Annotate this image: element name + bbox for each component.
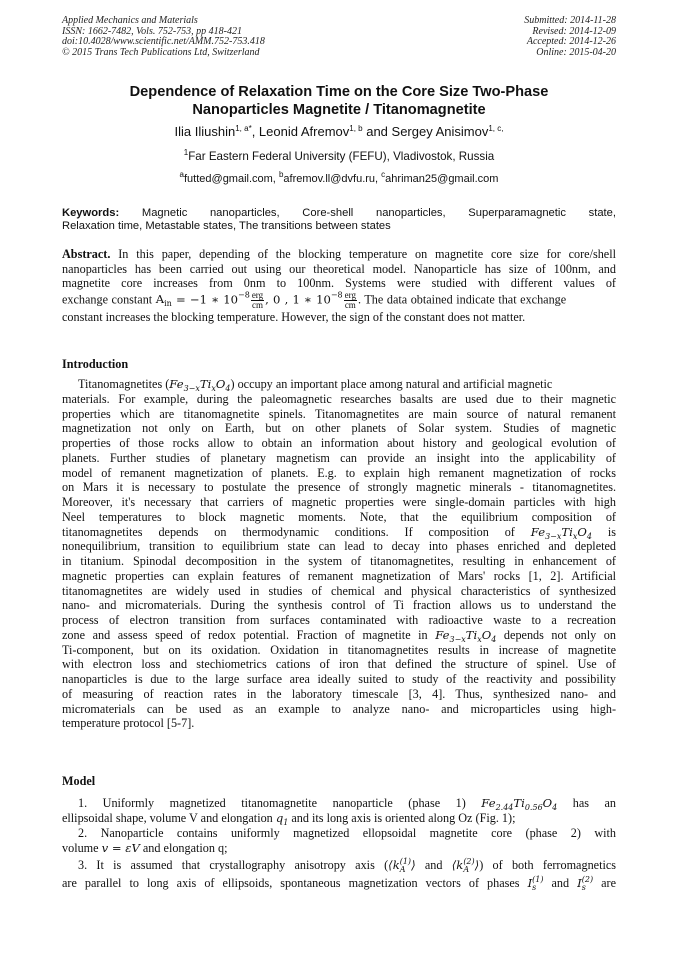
symbol-i-sup: (2) <box>581 875 594 884</box>
email-c[interactable]: ahriman25@gmail.com <box>385 173 499 185</box>
fraction-denominator: cm <box>251 299 263 310</box>
publication-dates <box>524 16 616 58</box>
model-body <box>62 796 616 892</box>
model-text: volume <box>62 841 99 855</box>
symbol-k: k <box>392 858 400 872</box>
intro-line: on Mars it is necessary to postulate the presence of strongly magnetic minerals - titanomagnetites. <box>62 480 616 495</box>
symbol-k-sup: (2) <box>463 857 475 866</box>
intro-text: zone and assess speed of redox potential. Fraction of magnetite in <box>62 627 428 642</box>
model-line <box>62 811 616 826</box>
keywords-line-2: Relaxation time, Metastable states, The transitions between states <box>62 220 391 233</box>
symbol-ka2: ⟨k (2) A ⟩ <box>451 857 480 874</box>
formula-o-sub: 4 <box>586 531 592 541</box>
keywords <box>62 207 616 234</box>
intro-line: with electron loss and stechiometrics cations of iron that defined the structure of spinel. Use of <box>62 657 616 672</box>
intro-line: properties of those rocks allow to obtain an information about history and geological evolution of <box>62 436 616 450</box>
symbol-i: I <box>527 876 533 890</box>
intro-line: Neel temperatures to block magnetic moments. Note, that the equilibrium composition of <box>62 509 616 524</box>
intro-line: nonequilibrium, transition to equilibrium state can lead to decay into phases enriched and depleted <box>62 539 616 554</box>
model-text: are <box>593 876 616 890</box>
model-text: and <box>543 876 578 890</box>
intro-line: temperature protocol [5-7]. <box>62 716 195 731</box>
symbol-i-sup: (1) <box>532 875 544 884</box>
symbol-k-sub: A <box>463 865 470 874</box>
formula-o-sub: 4 <box>491 634 497 644</box>
abstract-line <box>62 291 616 310</box>
email-c-sup: c <box>381 170 386 179</box>
model-text: 1. Uniformly magnetized titanomagnetite nanoparticle (phase 1) <box>78 796 466 810</box>
formula-ti: Ti <box>465 627 478 642</box>
formula-o-sub: 4 <box>552 803 558 812</box>
abstract <box>62 247 616 324</box>
intro-text: ) occupy an important place among natural and artificial magnetic <box>230 377 553 391</box>
model-text: ellipsoidal shape, volume V and elongation <box>62 811 273 825</box>
formula-ti-sub: x <box>211 384 216 393</box>
formula-ti-sub: x <box>477 634 482 644</box>
title-line-2: Nanoparticles Magnetite / Titanomagnetite <box>192 102 486 118</box>
journal-doi: doi:10.4028/www.scientific.net/AMM.752-753.418 <box>62 36 265 48</box>
exchange-constant-symbol <box>155 292 172 309</box>
model-text: ) of both ferromagnetics <box>479 858 616 872</box>
abstract-line: magnetite core increases from 0nm to 100nm. Systems were studied with different values of <box>62 276 616 291</box>
intro-line: of measuring of reaction rates in the laboratory timescale [3, 4]. Thus, synthesized nano- and <box>62 686 616 701</box>
formula-o: O <box>481 627 492 642</box>
journal-info <box>62 16 265 58</box>
formula-ti: Ti <box>561 524 573 539</box>
intro-line: titanomagnetites are widely used in studies of chemical and physical characteristics of synthesized <box>62 583 616 598</box>
formula-fe-sub: 3−x <box>545 531 562 541</box>
model-line <box>62 841 616 856</box>
intro-line: nanoparticles is due to the large surface area ideally suited to study of the reactivity and possibility <box>62 672 616 686</box>
symbol-i-sub: s <box>532 883 537 892</box>
intro-line: process of electron transition from surfaces contaminated with radioactive waste to a recreation <box>62 613 616 627</box>
email-b[interactable]: afremov.ll@dvfu.ru, <box>283 173 382 185</box>
formula-titanomagnetite <box>531 525 592 539</box>
intro-line: magnetization not only on Earth, but on other planets of Solar system. Studies of magnetic <box>62 421 616 436</box>
abstract-label: Abstract. <box>62 247 111 261</box>
unit-fraction <box>344 291 357 310</box>
abstract-line: constant increases the blocking temperature. However, the sign of the constant does not matter. <box>62 309 526 324</box>
fraction-denominator: cm <box>344 299 356 310</box>
date-online: Online: 2015-04-20 <box>536 46 616 58</box>
model-text: 3. It is assumed that crystallography anisotropy axis ( <box>78 858 389 872</box>
symbol-is2 <box>577 876 593 890</box>
symbol-a: A <box>155 292 165 307</box>
symbol-q: q <box>275 811 284 825</box>
email-a[interactable]: futted@gmail.com, <box>184 173 279 185</box>
model-line <box>62 856 616 874</box>
formula-titanomagnetite <box>435 628 496 642</box>
formula-ti-sub: 0.56 <box>524 803 543 812</box>
formula-ti-sub: x <box>572 531 578 541</box>
keywords-line-1 <box>62 207 616 220</box>
symbol-k-sub: A <box>399 865 406 874</box>
keywords-label: Keywords: <box>62 207 120 219</box>
formula-model-titanomagnetite <box>481 796 557 810</box>
formula-fe: Fe <box>530 524 546 539</box>
formula-o-sub: 4 <box>225 384 231 393</box>
symbol-i-sub: s <box>581 883 586 892</box>
email-a-sup: a <box>179 170 184 179</box>
intro-line <box>62 628 616 643</box>
formula-ti: Ti <box>199 377 212 391</box>
introduction-body <box>62 377 616 731</box>
formula-fe-sub: 2.44 <box>495 803 514 812</box>
intro-line: nano- and micromaterials. During the synthesis control of Ti fraction allows us to understand the <box>62 598 616 613</box>
intro-line: magnetic properties can explain features of remanent magnetization of Mars' rocks [1, 2]. Artificial <box>62 568 616 583</box>
formula-fe: Fe <box>435 627 450 642</box>
affiliation-text: Far Eastern Federal University (FEFU), Vladivostok, Russia <box>188 150 495 163</box>
equation-part: = −1 ∗ 10 <box>171 292 239 307</box>
equation-part: , 0 , 1 ∗ 10 <box>265 292 331 307</box>
section-heading-introduction: Introduction <box>62 357 129 371</box>
intro-text: depends not only on <box>496 627 616 642</box>
unit-fraction <box>251 291 264 310</box>
intro-line: Ti-component, but on its oxidation. Oxidation in titanomagnetites results in increase of magnetite <box>62 642 616 657</box>
model-text: and <box>415 858 452 872</box>
intro-line: planets. Further studies of planetary magnetism can provide an insight into the applicability of <box>62 450 616 465</box>
model-line: 2. Nanoparticle contains uniformly magnetized ellopsoidal magnetite core (phase 2) with <box>78 826 616 840</box>
model-text: and its long axis is oriented along Oz (Fig. 1); <box>288 811 516 825</box>
formula-fe-sub: 3−x <box>449 634 466 644</box>
model-line <box>62 796 616 811</box>
formula-fe: Fe <box>169 377 184 391</box>
abstract-text: . The data obtained indicate that exchange <box>357 292 567 307</box>
journal-name: Applied Mechanics and Materials <box>62 15 198 26</box>
journal-issn: ISSN: 1662-7482, Vols. 752-753, pp 418-421 <box>62 25 242 37</box>
formula-o: O <box>577 524 587 539</box>
abstract-line: nanoparticles has been carried out using our theoretical model. Nanoparticle has size of 100nm, and <box>62 261 616 276</box>
abstract-line <box>62 247 616 262</box>
date-revised: Revised: 2014-12-09 <box>532 25 616 37</box>
symbol-k: k <box>456 858 464 872</box>
formula-fe-sub: 3−x <box>183 384 200 393</box>
intro-text: Titanomagnetites ( <box>78 377 170 391</box>
intro-line: model of remanent magnetization of planets. E.g. to explain high remanent magnetization of rocks <box>62 465 616 480</box>
intro-line: Moreover, it's necessary that carriers of magnetic properties were single-domain particles with high <box>62 495 616 509</box>
symbol-a-sub: in <box>164 299 172 309</box>
intro-text: is <box>591 524 616 539</box>
author-1: Ilia Iliushin <box>174 124 236 139</box>
abstract-text: In this paper, depending of the blocking temperature on magnetite core size for core/shell <box>110 247 616 261</box>
intro-line: materials. For example, during the paleomagnetic researches basalts are used due to their magnetic <box>62 391 616 406</box>
intro-line: in titanium. Spinodal decomposition in the system of titanomagnetites, resulting in enhancement of <box>62 554 616 568</box>
author-3-sup: 1, c, <box>488 124 504 133</box>
symbol-i: I <box>577 876 582 890</box>
abstract-text: exchange constant <box>62 292 153 307</box>
intro-text: titanomagnetites depends on thermodynamic conditions. If composition of <box>62 524 515 539</box>
symbol-k-sup: (1) <box>399 857 412 866</box>
symbol-ka1: ⟨k (1) A ⟩ <box>388 857 416 874</box>
model-line <box>62 874 616 892</box>
fraction-numerator: erg <box>344 289 356 300</box>
formula-ti: Ti <box>513 796 525 810</box>
symbol-is1 <box>528 876 544 890</box>
author-1-sup: 1, a* <box>235 124 252 133</box>
model-text: are parallel to long axis of ellipsoids, spontaneous magnetization vectors of phases <box>62 876 520 890</box>
symbol-q-sub: 1 <box>283 818 289 827</box>
author-list <box>62 124 616 140</box>
author-emails <box>62 172 616 186</box>
formula-o: O <box>215 377 226 391</box>
model-text: and elongation q; <box>139 841 228 855</box>
author-2: , Leonid Afremov <box>251 124 350 139</box>
intro-line: properties which are titanomagnetite spinels. Titanomagnetites are main source of natural remanent <box>62 406 616 421</box>
paper-title <box>62 83 616 119</box>
author-2-sup: 1, b <box>349 124 363 133</box>
email-b-sup: b <box>278 170 284 179</box>
journal-copyright: © 2015 Trans Tech Publications Ltd, Switzerland <box>62 46 260 58</box>
intro-line <box>62 525 616 540</box>
formula-titanomagnetite <box>169 377 230 391</box>
intro-line: micromaterials can be used as an example to analyze nano- and microparticles using high- <box>62 701 616 716</box>
formula-fe: Fe <box>481 796 496 810</box>
fraction-numerator: erg <box>251 289 264 300</box>
model-text: has an <box>557 796 617 810</box>
exponent: −8 <box>330 290 343 300</box>
affiliation-sup: 1 <box>183 148 189 157</box>
formula-o: O <box>542 796 553 810</box>
intro-line <box>62 377 616 392</box>
title-line-1: Dependence of Relaxation Time on the Core Size Two-Phase <box>129 84 549 100</box>
exponent: −8 <box>238 290 250 300</box>
section-heading-model: Model <box>62 774 96 788</box>
keywords-text-1: Magnetic nanoparticles, Core-shell nanoparticles, Superparamagnetic state, <box>119 207 616 219</box>
date-accepted: Accepted: 2014-12-26 <box>526 36 616 48</box>
date-submitted: Submitted: 2014-11-28 <box>524 15 616 26</box>
affiliation <box>62 150 616 164</box>
author-3: and Sergey Anisimov <box>362 124 489 139</box>
symbol-q1 <box>276 811 289 825</box>
equation-volume: v = εV <box>101 841 140 855</box>
